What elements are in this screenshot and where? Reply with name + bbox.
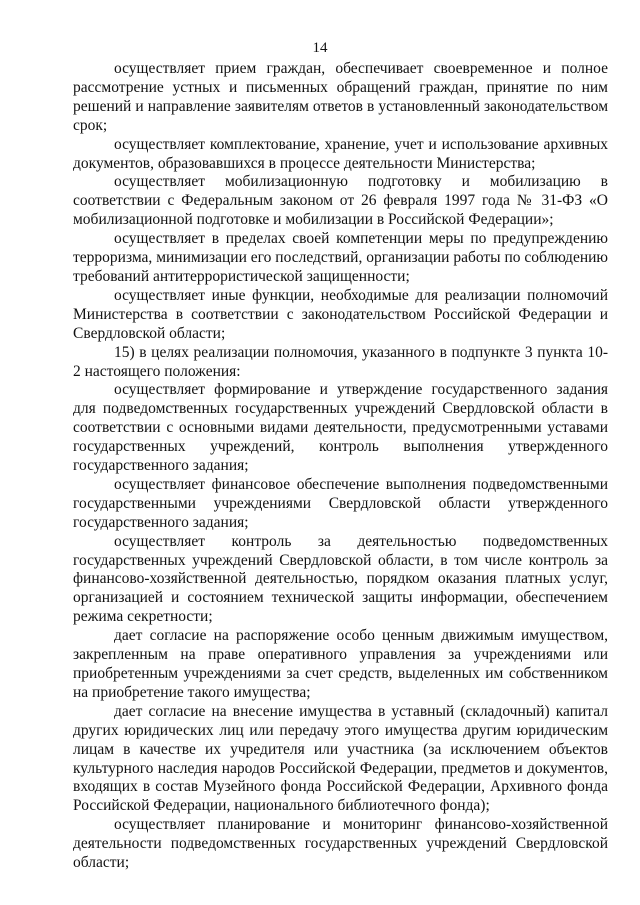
paragraph-property-disposal: дает согласие на распоряжение особо ценным движимым имуществом, закрепленным на праве оперативного управления за учреждениями или приобретенным учреждениями за счет средств, выделенных им собственником на приобретение такого имущества;: [73, 627, 608, 701]
paragraph-archives: осуществляет комплектование, хранение, учет и использование архивных документов, образовавшихся в процессе деятельности Министерства;: [73, 135, 608, 172]
document-body: [73, 60, 608, 873]
paragraph-control: осуществляет контроль за деятельностью подведомственных государственных учреждений Свердловской области, в том числе контроль за финансово-хозяйственной деятельностью, порядком оказания платных услуг, организацией и состоянием технической защиты информации, обеспечением режима секретности;: [73, 532, 608, 626]
paragraph-state-assignment: осуществляет формирование и утверждение государственного задания для подведомственных государственных учреждений Свердловской области в соответствии с основными видами деятельности, предусмотренными уставами государственных учреждений, контроль выполнения утвержденного государственного задания;: [73, 381, 608, 475]
paragraph-item-15: 15) в целях реализации полномочия, указанного в подпункте 3 пункта 10-2 настоящего положения:: [73, 343, 608, 380]
page-number: 14: [312, 40, 328, 56]
paragraph-financing: осуществляет финансовое обеспечение выполнения подведомственными государственными учреждениями Свердловской области утвержденного государственного задания;: [73, 475, 608, 531]
paragraph-other-functions: осуществляет иные функции, необходимые для реализации полномочий Министерства в соответствии с законодательством Российской Федерации и Свердловской области;: [73, 286, 608, 342]
paragraph-capital-contribution: дает согласие на внесение имущества в уставный (складочный) капитал других юридических лиц или передачу этого имущества другим юридическим лицам в качестве их учредителя или участника (за исключением объектов культурного наследия народов Российской Федерации, предметов и документов, входящих в состав Музейного фонда Российской Федерации, Архивного фонда Российской Федерации, национального библиотечного фонда);: [73, 702, 608, 815]
paragraph-citizen-reception: осуществляет прием граждан, обеспечивает своевременное и полное рассмотрение устных и письменных обращений граждан, принятие по ним решений и направление заявителям ответов в установленный законодательством срок;: [73, 60, 608, 134]
paragraph-mobilization: осуществляет мобилизационную подготовку и мобилизацию в соответствии с Федеральным законом от 26 февраля 1997 года № 31-ФЗ «О мобилизационной подготовке и мобилизации в Российской Федерации»;: [73, 173, 608, 229]
paragraph-antiterrorism: осуществляет в пределах своей компетенции меры по предупреждению терроризма, минимизации его последствий, организации работы по соблюдению требований антитеррористической защищенности;: [73, 230, 608, 285]
paragraph-planning-monitoring: осуществляет планирование и мониторинг финансово-хозяйственной деятельности подведомственных государственных учреждений Свердловской области;: [73, 816, 608, 872]
